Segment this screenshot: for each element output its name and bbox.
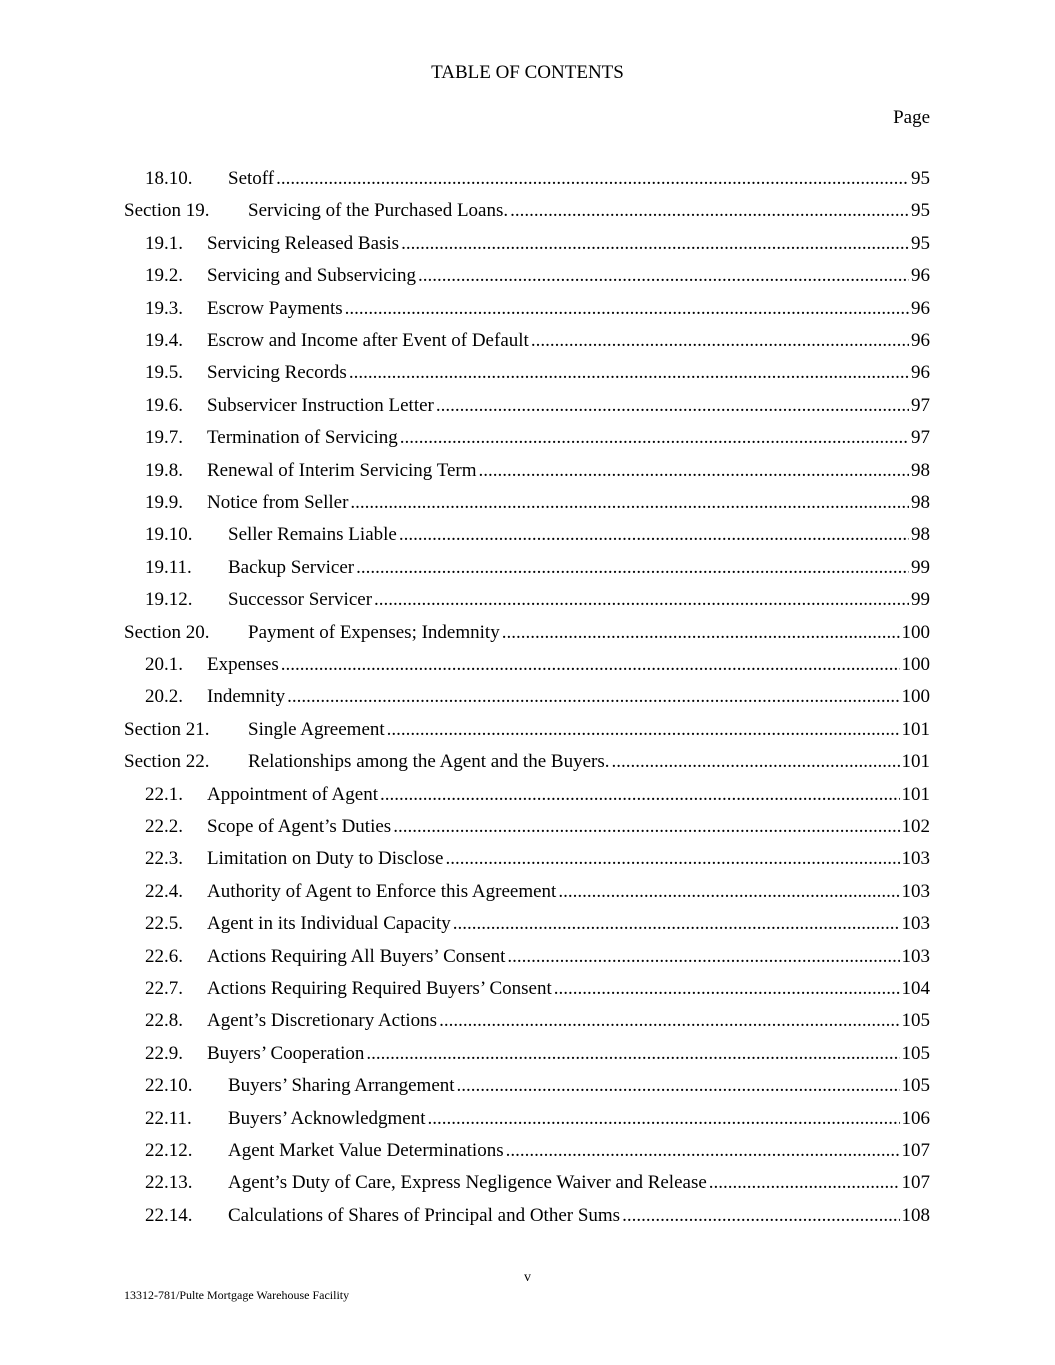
- dot-leader: [400, 427, 909, 449]
- entry-number: 19.3.: [145, 297, 183, 319]
- entry-number: 19.1.: [145, 232, 183, 254]
- dot-leader: [558, 881, 899, 903]
- entry-title: Seller Remains Liable: [228, 524, 397, 546]
- entry-title: Calculations of Shares of Principal and Other Sums: [228, 1204, 621, 1226]
- entry-page: 96: [911, 362, 930, 384]
- entry-page: 97: [911, 394, 930, 416]
- toc-entry[interactable]: [145, 1197, 930, 1227]
- entry-page: 103: [901, 945, 930, 967]
- entry-page: 97: [911, 427, 930, 449]
- dot-leader: [445, 848, 899, 870]
- dot-leader: [531, 330, 909, 352]
- entry-title: Payment of Expenses; Indemnity: [248, 621, 500, 643]
- entry-title: Appointment of Agent: [207, 783, 378, 805]
- dot-leader: [366, 1043, 899, 1065]
- toc-entry[interactable]: [145, 678, 930, 708]
- dot-leader: [380, 784, 900, 806]
- entry-title: Expenses: [207, 654, 279, 675]
- entry-title: Successor Servicer: [228, 589, 373, 611]
- toc-entry[interactable]: [145, 387, 930, 417]
- entry-page: 100: [901, 686, 930, 708]
- entry-number: 22.8.: [145, 1010, 183, 1032]
- entry-number: Section 22.: [124, 751, 210, 773]
- dot-leader: [393, 816, 899, 838]
- entry-title: Servicing Records: [207, 362, 347, 384]
- entry-page: 104: [901, 978, 930, 999]
- entry-page: 99: [911, 589, 930, 611]
- entry-number: 22.7.: [145, 978, 183, 999]
- entry-number: 22.5.: [145, 913, 183, 935]
- toc-entry[interactable]: [145, 776, 930, 806]
- entry-title: Agent in its Individual Capacity: [207, 913, 451, 935]
- toc-entry[interactable]: [145, 322, 930, 352]
- entry-page: 103: [901, 848, 930, 870]
- toc-entry[interactable]: [145, 970, 930, 1000]
- entry-number: 18.10.: [145, 168, 193, 189]
- toc-title: TABLE OF CONTENTS: [431, 62, 624, 83]
- dot-leader: [350, 492, 909, 514]
- toc-section-entry[interactable]: [124, 192, 930, 222]
- toc-entry[interactable]: [145, 290, 930, 320]
- toc-entry[interactable]: [145, 484, 930, 514]
- entry-number: 22.14.: [145, 1204, 193, 1226]
- footer-page-number: v: [524, 1270, 531, 1285]
- page-column-label: Page: [893, 107, 930, 128]
- entry-number: 19.9.: [145, 492, 183, 513]
- toc-entry[interactable]: [145, 452, 930, 482]
- entry-title: Notice from Seller: [207, 492, 349, 513]
- dot-leader: [428, 1108, 900, 1130]
- entry-title: Servicing of the Purchased Loans.: [248, 200, 509, 222]
- toc-entry[interactable]: [145, 581, 930, 611]
- entry-page: 95: [911, 232, 930, 254]
- toc-section-entry[interactable]: [124, 614, 930, 644]
- entry-page: 102: [901, 816, 930, 837]
- entry-number: 19.7.: [145, 427, 183, 449]
- entry-title: Termination of Servicing: [207, 427, 398, 449]
- entry-title: Actions Requiring All Buyers’ Consent: [207, 945, 506, 967]
- dot-leader: [349, 362, 909, 384]
- entry-number: 19.8.: [145, 459, 183, 481]
- entry-title: Buyers’ Sharing Arrangement: [228, 1075, 455, 1097]
- entry-number: 19.5.: [145, 362, 183, 384]
- entry-number: 22.2.: [145, 816, 183, 837]
- entry-page: 106: [901, 1107, 930, 1129]
- toc-entry[interactable]: [145, 1067, 930, 1097]
- dot-leader: [506, 1140, 900, 1162]
- dot-leader: [611, 751, 899, 773]
- entry-number: 22.13.: [145, 1172, 193, 1194]
- dot-leader: [287, 686, 899, 708]
- entry-number: 22.3.: [145, 848, 183, 870]
- entry-page: 96: [911, 330, 930, 351]
- entry-page: 107: [901, 1172, 930, 1194]
- entry-page: 105: [901, 1010, 930, 1032]
- entry-page: 103: [901, 913, 930, 935]
- entry-page: 100: [901, 621, 930, 643]
- toc-entry[interactable]: [145, 938, 930, 968]
- entry-number: Section 19.: [124, 200, 210, 222]
- entry-title: Actions Requiring Required Buyers’ Consent: [207, 978, 552, 999]
- entry-title: Authority of Agent to Enforce this Agreement: [207, 880, 557, 902]
- entry-page: 95: [911, 168, 930, 189]
- entry-page: 98: [911, 492, 930, 513]
- toc-entry[interactable]: [145, 873, 930, 903]
- entry-title: Buyers’ Cooperation: [207, 1042, 365, 1064]
- entry-title: Single Agreement: [248, 718, 385, 740]
- entry-number: 22.9.: [145, 1042, 183, 1064]
- entry-number: 22.10.: [145, 1075, 193, 1097]
- toc-entry[interactable]: [145, 160, 930, 190]
- dot-leader: [436, 395, 909, 417]
- entry-number: 19.11.: [145, 556, 192, 578]
- dot-leader: [510, 200, 909, 222]
- entry-page: 108: [901, 1204, 930, 1226]
- entry-title: Agent’s Discretionary Actions: [207, 1010, 438, 1032]
- entry-page: 98: [911, 459, 930, 481]
- dot-leader: [439, 1010, 899, 1032]
- entry-page: 98: [911, 524, 930, 546]
- toc-entry[interactable]: [145, 257, 930, 287]
- entry-number: 22.4.: [145, 880, 183, 902]
- entry-title: Relationships among the Agent and the Buyers.: [248, 751, 610, 773]
- entry-title: Escrow Payments: [207, 297, 343, 319]
- toc-entry[interactable]: [145, 1100, 930, 1130]
- dot-leader: [453, 913, 900, 935]
- toc-entry[interactable]: [145, 1035, 930, 1065]
- dot-leader: [401, 233, 909, 255]
- entry-title: Renewal of Interim Servicing Term: [207, 459, 477, 481]
- entry-number: 19.4.: [145, 330, 183, 351]
- entry-title: Buyers’ Acknowledgment: [228, 1107, 426, 1129]
- entry-page: 101: [901, 751, 930, 773]
- entry-title: Agent Market Value Determinations: [228, 1140, 504, 1161]
- dot-leader: [276, 168, 909, 190]
- dot-leader: [622, 1205, 899, 1227]
- entry-number: 22.11.: [145, 1107, 192, 1129]
- entry-page: 105: [901, 1075, 930, 1097]
- dot-leader: [345, 298, 909, 320]
- footer-document-id: 13312-781/Pulte Mortgage Warehouse Facility: [124, 1288, 350, 1302]
- entry-number: 19.6.: [145, 394, 183, 416]
- entry-number: 19.2.: [145, 265, 183, 287]
- toc-entry[interactable]: [145, 808, 930, 838]
- entry-page: 107: [901, 1140, 930, 1161]
- entry-number: 20.2.: [145, 686, 183, 708]
- dot-leader: [399, 524, 909, 546]
- toc-section-entry[interactable]: [124, 743, 930, 773]
- entry-title: Indemnity: [207, 686, 286, 708]
- entry-page: 95: [911, 200, 930, 222]
- entry-page: 96: [911, 265, 930, 287]
- entry-number: 22.6.: [145, 945, 183, 967]
- toc-entry[interactable]: [145, 1132, 930, 1162]
- entry-title: Setoff: [228, 168, 275, 189]
- toc-entry[interactable]: [145, 1002, 930, 1032]
- toc-entry[interactable]: [145, 549, 930, 579]
- toc-entry[interactable]: [145, 1164, 930, 1194]
- toc-entry[interactable]: [145, 840, 930, 870]
- dot-leader: [281, 654, 900, 676]
- toc-entry[interactable]: [145, 646, 930, 676]
- entry-page: 105: [901, 1042, 930, 1064]
- dot-leader: [356, 557, 909, 579]
- entry-page: 101: [901, 718, 930, 740]
- entry-number: Section 20.: [124, 621, 210, 643]
- entry-title: Agent’s Duty of Care, Express Negligence Waiver and Release: [228, 1172, 707, 1194]
- dot-leader: [418, 265, 909, 287]
- entry-title: Limitation on Duty to Disclose: [207, 848, 444, 870]
- toc-section-entry[interactable]: [124, 711, 930, 741]
- dot-leader: [457, 1075, 900, 1097]
- dot-leader: [554, 978, 900, 1000]
- dot-leader: [479, 460, 909, 482]
- entry-number: 19.10.: [145, 524, 193, 546]
- entry-page: 99: [911, 556, 930, 578]
- dot-leader: [502, 622, 900, 644]
- toc-entry[interactable]: [145, 516, 930, 546]
- dot-leader: [387, 719, 900, 741]
- entry-page: 101: [901, 783, 930, 805]
- entry-title: Backup Servicer: [228, 556, 355, 578]
- entry-page: 103: [901, 880, 930, 902]
- toc-entry[interactable]: [145, 225, 930, 255]
- entry-title: Scope of Agent’s Duties: [207, 816, 392, 837]
- entry-title: Servicing and Subservicing: [207, 265, 416, 287]
- entry-title: Escrow and Income after Event of Default: [207, 330, 529, 351]
- toc-entry[interactable]: [145, 419, 930, 449]
- entry-page: 96: [911, 297, 930, 319]
- toc-entry[interactable]: [145, 905, 930, 935]
- entry-page: 100: [901, 654, 930, 675]
- toc-entry[interactable]: [145, 354, 930, 384]
- entry-number: 22.1.: [145, 783, 183, 805]
- entry-number: Section 21.: [124, 718, 210, 740]
- entry-number: 19.12.: [145, 589, 193, 611]
- entry-number: 20.1.: [145, 654, 183, 675]
- entry-number: 22.12.: [145, 1140, 193, 1161]
- entry-title: Subservicer Instruction Letter: [207, 394, 434, 416]
- entry-title: Servicing Released Basis: [207, 232, 400, 254]
- dot-leader: [507, 946, 899, 968]
- dot-leader: [709, 1172, 900, 1194]
- dot-leader: [374, 589, 909, 611]
